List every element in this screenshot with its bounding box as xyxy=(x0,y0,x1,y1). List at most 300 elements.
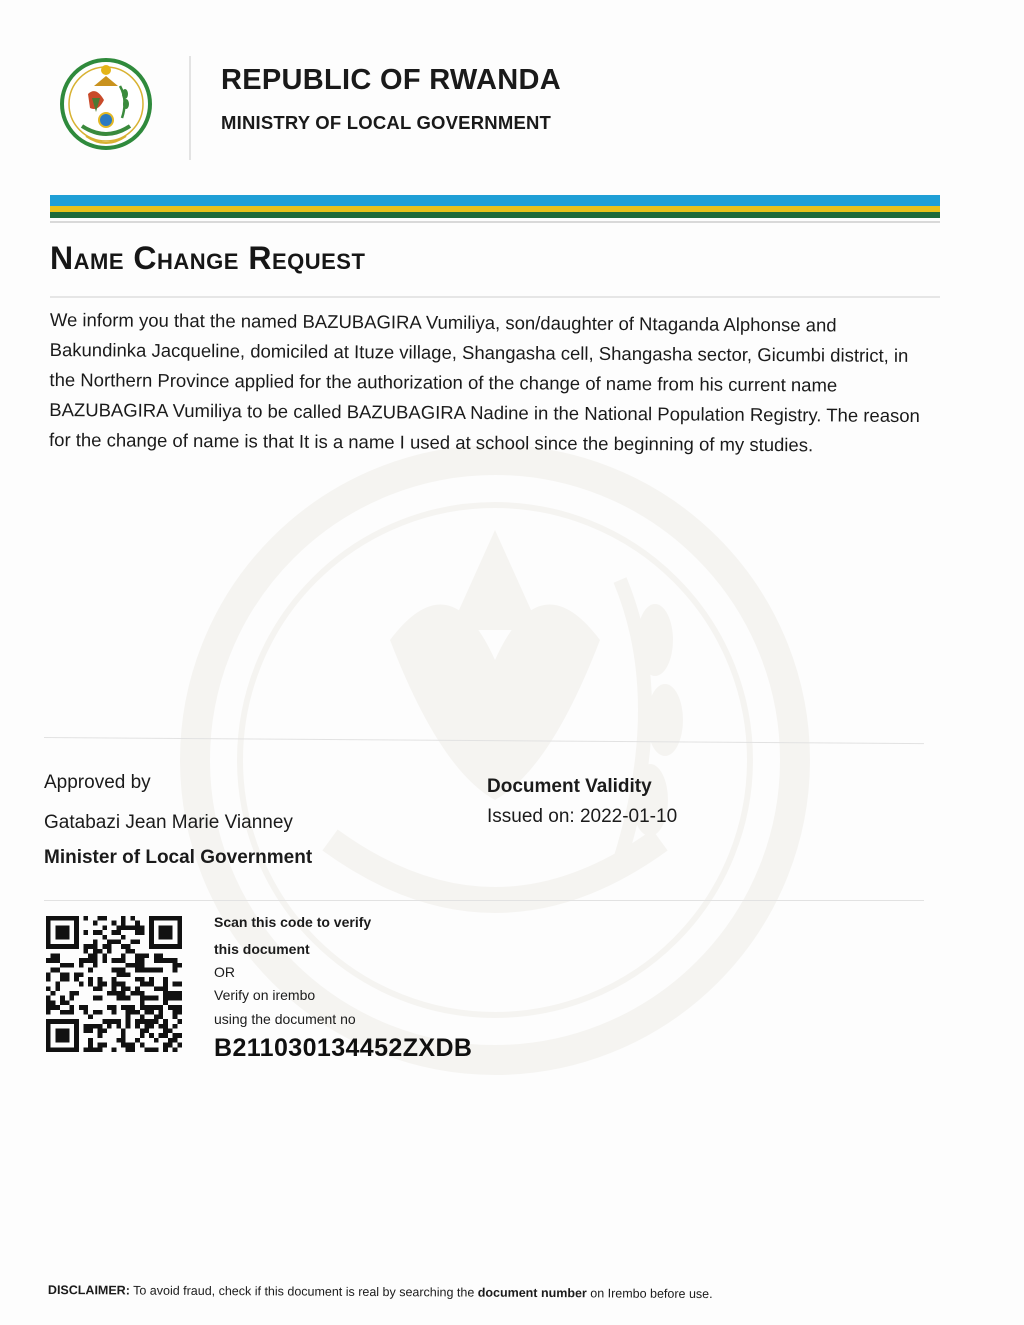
docno-instruction: using the document no xyxy=(214,1011,356,1027)
qr-module xyxy=(140,963,145,968)
qr-module xyxy=(74,1047,79,1052)
qr-module xyxy=(116,972,121,977)
qr-module xyxy=(79,972,84,977)
qr-module xyxy=(46,977,51,982)
qr-module xyxy=(130,939,135,944)
qr-module xyxy=(168,991,173,996)
qr-module xyxy=(144,1010,149,1015)
qr-module xyxy=(177,996,182,1001)
qr-module xyxy=(126,1019,131,1024)
qr-module xyxy=(135,963,140,968)
qr-module xyxy=(51,1000,56,1005)
qr-module xyxy=(159,916,164,921)
qr-module xyxy=(116,1038,121,1043)
header-divider xyxy=(189,56,191,160)
qr-module xyxy=(149,1047,154,1052)
qr-module xyxy=(163,925,168,930)
qr-module xyxy=(140,1033,145,1038)
qr-module xyxy=(88,954,93,959)
validity-heading: Document Validity xyxy=(487,776,652,797)
qr-module xyxy=(55,935,60,940)
qr-module xyxy=(102,944,107,949)
document-body: We inform you that the named BAZUBAGIRA Vumiliya, son/daughter of Ntaganda Alphonse and Bakundinka Jacqueline, domiciled at Ituze village, Shangasha cell, Shangasha sector, Gicumbi district, in the Northern Province applied for the authorization of the change of name from his current name BAZUBAGIRA Vumiliya to be called BAZUBAGIRA Nadine in the National Population Registry. The reason for the change of name is that It is a name I used at school since the beginning of my studies. xyxy=(48,308,920,456)
approved-by-label: Approved by xyxy=(44,772,151,793)
qr-module xyxy=(135,1019,140,1024)
section-divider xyxy=(44,900,924,901)
qr-module xyxy=(69,996,74,1001)
qr-module xyxy=(149,944,154,949)
qr-module xyxy=(177,1005,182,1010)
flag-stripe-blue xyxy=(50,195,940,206)
qr-module xyxy=(168,944,173,949)
qr-module xyxy=(46,972,51,977)
qr-module xyxy=(126,963,131,968)
qr-module xyxy=(130,963,135,968)
qr-module xyxy=(154,954,159,959)
qr-module xyxy=(177,930,182,935)
qr-module xyxy=(102,916,107,921)
qr-module xyxy=(121,972,126,977)
qr-module xyxy=(154,1038,159,1043)
qr-module xyxy=(144,1005,149,1010)
qr-module xyxy=(159,1010,164,1015)
qr-module xyxy=(130,916,135,921)
qr-module xyxy=(60,977,65,982)
disclaimer-text-after: on Irembo before use. xyxy=(586,1286,713,1302)
qr-module xyxy=(121,954,126,959)
qr-module xyxy=(55,954,60,959)
qr-module xyxy=(112,1010,117,1015)
qr-module xyxy=(116,991,121,996)
qr-module xyxy=(69,1019,74,1024)
qr-module xyxy=(88,1024,93,1029)
qr-module xyxy=(84,930,89,935)
qr-module xyxy=(60,1029,65,1034)
qr-module xyxy=(60,925,65,930)
qr-module xyxy=(173,1010,178,1015)
qr-module xyxy=(84,916,89,921)
qr-module xyxy=(60,1033,65,1038)
qr-module xyxy=(51,1005,56,1010)
qr-module xyxy=(107,1019,112,1024)
qr-module xyxy=(149,968,154,973)
qr-module xyxy=(84,1024,89,1029)
qr-module xyxy=(140,1043,145,1048)
qr-module xyxy=(98,1029,103,1034)
qr-module xyxy=(46,1010,51,1015)
qr-module xyxy=(55,968,60,973)
qr-module xyxy=(98,1010,103,1015)
qr-module xyxy=(173,916,178,921)
qr-module xyxy=(144,954,149,959)
qr-module xyxy=(163,1000,168,1005)
qr-module xyxy=(126,996,131,1001)
qr-module xyxy=(159,944,164,949)
qr-module xyxy=(102,935,107,940)
qr-module xyxy=(163,982,168,987)
qr-module xyxy=(177,916,182,921)
qr-module xyxy=(107,991,112,996)
qr-module xyxy=(116,930,121,935)
qr-module xyxy=(46,1043,51,1048)
qr-module xyxy=(112,986,117,991)
qr-module xyxy=(93,996,98,1001)
qr-module xyxy=(88,1029,93,1034)
qr-module xyxy=(140,954,145,959)
qr-module xyxy=(107,944,112,949)
qr-module xyxy=(135,954,140,959)
qr-module xyxy=(93,1047,98,1052)
qr-code-icon[interactable] xyxy=(46,916,182,1052)
qr-module xyxy=(173,991,178,996)
qr-module xyxy=(149,1005,154,1010)
qr-module xyxy=(74,925,79,930)
qr-module xyxy=(177,1033,182,1038)
qr-module xyxy=(116,958,121,963)
qr-module xyxy=(144,996,149,1001)
qr-module xyxy=(93,944,98,949)
qr-module xyxy=(51,958,56,963)
qr-module xyxy=(65,1029,70,1034)
qr-module xyxy=(163,977,168,982)
qr-module xyxy=(51,944,56,949)
qr-module xyxy=(51,1047,56,1052)
qr-module xyxy=(154,1014,159,1019)
qr-module xyxy=(88,1043,93,1048)
qr-module xyxy=(126,949,131,954)
qr-module xyxy=(69,963,74,968)
qr-module xyxy=(46,944,51,949)
qr-module xyxy=(98,916,103,921)
qr-module xyxy=(144,1024,149,1029)
qr-module xyxy=(159,925,164,930)
qr-module xyxy=(65,972,70,977)
qr-module xyxy=(84,1029,89,1034)
qr-module xyxy=(149,1033,154,1038)
qr-module xyxy=(168,1005,173,1010)
qr-module xyxy=(149,977,154,982)
qr-module xyxy=(74,921,79,926)
qr-module xyxy=(112,1005,117,1010)
qr-module xyxy=(69,1010,74,1015)
qr-module xyxy=(121,925,126,930)
qr-module xyxy=(135,977,140,982)
qr-module xyxy=(168,935,173,940)
qr-module xyxy=(140,982,145,987)
watermark-seal-icon xyxy=(150,440,840,1080)
qr-module xyxy=(140,977,145,982)
qr-module xyxy=(140,996,145,1001)
qr-module xyxy=(74,930,79,935)
qr-module xyxy=(112,958,117,963)
qr-module xyxy=(159,958,164,963)
qr-module xyxy=(102,925,107,930)
qr-module xyxy=(93,949,98,954)
qr-module xyxy=(102,958,107,963)
qr-module xyxy=(84,949,89,954)
qr-module xyxy=(88,944,93,949)
qr-module xyxy=(55,916,60,921)
qr-module xyxy=(98,982,103,987)
qr-module xyxy=(149,1019,154,1024)
qr-module xyxy=(98,1024,103,1029)
flag-stripe-rule xyxy=(50,221,940,223)
qr-module xyxy=(173,996,178,1001)
qr-module xyxy=(144,982,149,987)
qr-module xyxy=(149,916,154,921)
qr-module xyxy=(51,954,56,959)
qr-module xyxy=(74,1024,79,1029)
qr-module xyxy=(177,944,182,949)
irembo-instruction: Verify on irembo xyxy=(214,987,316,1003)
qr-module xyxy=(121,921,126,926)
header-title: REPUBLIC OF RWANDA xyxy=(221,64,561,96)
qr-module xyxy=(126,1010,131,1015)
qr-module xyxy=(79,958,84,963)
qr-module xyxy=(149,982,154,987)
qr-module xyxy=(173,1014,178,1019)
qr-module xyxy=(46,921,51,926)
qr-module xyxy=(93,958,98,963)
qr-module xyxy=(51,916,56,921)
qr-module xyxy=(163,944,168,949)
qr-module xyxy=(55,1005,60,1010)
qr-module xyxy=(112,1047,117,1052)
qr-module xyxy=(79,963,84,968)
qr-module xyxy=(74,1029,79,1034)
qr-module xyxy=(154,986,159,991)
qr-module xyxy=(154,1047,159,1052)
qr-module xyxy=(168,1038,173,1043)
qr-module xyxy=(74,916,79,921)
qr-module xyxy=(149,935,154,940)
qr-module xyxy=(154,958,159,963)
qr-module xyxy=(93,963,98,968)
qr-module xyxy=(140,1005,145,1010)
qr-module xyxy=(51,1019,56,1024)
qr-module xyxy=(65,935,70,940)
qr-module xyxy=(65,1019,70,1024)
qr-module xyxy=(46,1000,51,1005)
qr-module xyxy=(159,954,164,959)
qr-module xyxy=(140,1000,145,1005)
qr-module xyxy=(163,1047,168,1052)
qr-module xyxy=(55,925,60,930)
qr-module xyxy=(51,991,56,996)
qr-module xyxy=(121,991,126,996)
qr-module xyxy=(121,935,126,940)
qr-module xyxy=(140,1019,145,1024)
qr-module xyxy=(140,958,145,963)
qr-module xyxy=(126,1047,131,1052)
qr-module xyxy=(93,986,98,991)
qr-module xyxy=(121,968,126,973)
qr-module xyxy=(163,986,168,991)
qr-module xyxy=(135,1010,140,1015)
qr-module xyxy=(84,1005,89,1010)
qr-module xyxy=(55,1029,60,1034)
qr-module xyxy=(84,944,89,949)
qr-module xyxy=(144,1047,149,1052)
qr-module xyxy=(154,916,159,921)
qr-module xyxy=(173,944,178,949)
qr-module xyxy=(121,1043,126,1048)
qr-module xyxy=(154,968,159,973)
title-rule xyxy=(50,296,940,298)
qr-module xyxy=(163,991,168,996)
qr-module xyxy=(55,1038,60,1043)
qr-module xyxy=(112,921,117,926)
qr-module xyxy=(102,954,107,959)
qr-module xyxy=(173,958,178,963)
qr-module xyxy=(168,1029,173,1034)
qr-module xyxy=(46,939,51,944)
qr-module xyxy=(116,982,121,987)
qr-module xyxy=(46,935,51,940)
qr-module xyxy=(135,930,140,935)
qr-module xyxy=(130,1010,135,1015)
qr-module xyxy=(46,1029,51,1034)
qr-module xyxy=(126,1005,131,1010)
qr-module xyxy=(74,1033,79,1038)
qr-module xyxy=(102,982,107,987)
qr-module xyxy=(65,1010,70,1015)
qr-module xyxy=(98,930,103,935)
qr-module xyxy=(130,1005,135,1010)
qr-module xyxy=(88,1038,93,1043)
qr-module xyxy=(173,982,178,987)
qr-module xyxy=(121,996,126,1001)
qr-module xyxy=(60,935,65,940)
qr-module xyxy=(177,921,182,926)
qr-module xyxy=(140,991,145,996)
qr-module xyxy=(154,996,159,1001)
qr-module xyxy=(159,968,164,973)
qr-module xyxy=(135,939,140,944)
qr-module xyxy=(65,930,70,935)
flag-stripes xyxy=(50,195,940,223)
qr-module xyxy=(60,930,65,935)
qr-module xyxy=(159,1024,164,1029)
rwanda-coat-of-arms-icon xyxy=(58,56,154,156)
qr-module xyxy=(69,916,74,921)
qr-module xyxy=(159,935,164,940)
qr-module xyxy=(65,1033,70,1038)
qr-module xyxy=(93,921,98,926)
qr-module xyxy=(168,996,173,1001)
qr-module xyxy=(69,1005,74,1010)
qr-module xyxy=(168,958,173,963)
qr-module xyxy=(144,1019,149,1024)
qr-module xyxy=(159,930,164,935)
qr-module xyxy=(149,921,154,926)
qr-module xyxy=(46,986,51,991)
header-subtitle: MINISTRY OF LOCAL GOVERNMENT xyxy=(221,112,552,133)
qr-module xyxy=(140,968,145,973)
qr-module xyxy=(149,1024,154,1029)
qr-module xyxy=(46,916,51,921)
qr-module xyxy=(116,996,121,1001)
qr-module xyxy=(135,958,140,963)
approver-title: Minister of Local Government xyxy=(44,847,313,868)
qr-module xyxy=(65,944,70,949)
qr-module xyxy=(121,1038,126,1043)
qr-module xyxy=(163,1029,168,1034)
qr-module xyxy=(135,968,140,973)
qr-module xyxy=(112,930,117,935)
qr-module xyxy=(140,1014,145,1019)
qr-module xyxy=(121,1033,126,1038)
qr-module xyxy=(74,972,79,977)
qr-module xyxy=(121,1029,126,1034)
scan-instruction: Scan this code to verify xyxy=(214,914,372,930)
qr-module xyxy=(98,949,103,954)
qr-module xyxy=(177,982,182,987)
qr-module xyxy=(107,1024,112,1029)
qr-module xyxy=(65,963,70,968)
disclaimer-text-before: To avoid fraud, check if this document is real by searching the xyxy=(129,1283,478,1300)
qr-module xyxy=(159,1005,164,1010)
qr-module xyxy=(168,1043,173,1048)
qr-module xyxy=(102,1029,107,1034)
qr-module xyxy=(79,982,84,987)
qr-module xyxy=(93,1010,98,1015)
qr-module xyxy=(84,958,89,963)
qr-module xyxy=(144,968,149,973)
qr-module xyxy=(98,1033,103,1038)
qr-module xyxy=(65,925,70,930)
qr-module xyxy=(130,925,135,930)
qr-module xyxy=(135,921,140,926)
qr-module xyxy=(65,916,70,921)
qr-module xyxy=(55,1033,60,1038)
qr-module xyxy=(93,939,98,944)
qr-module xyxy=(60,972,65,977)
qr-module xyxy=(149,939,154,944)
qr-module xyxy=(46,958,51,963)
qr-module xyxy=(55,982,60,987)
qr-module xyxy=(88,958,93,963)
qr-module xyxy=(121,1005,126,1010)
qr-module xyxy=(46,930,51,935)
qr-module xyxy=(46,1024,51,1029)
qr-module xyxy=(154,944,159,949)
qr-module xyxy=(163,996,168,1001)
qr-module xyxy=(163,1024,168,1029)
qr-module xyxy=(65,1038,70,1043)
qr-module xyxy=(74,944,79,949)
qr-module xyxy=(55,958,60,963)
qr-module xyxy=(74,939,79,944)
qr-module xyxy=(126,986,131,991)
qr-module xyxy=(46,1047,51,1052)
qr-module xyxy=(135,1038,140,1043)
disclaimer-label: DISCLAIMER: xyxy=(47,1283,130,1298)
qr-module xyxy=(107,949,112,954)
qr-module xyxy=(88,1014,93,1019)
document-number: B211030134452ZXDB xyxy=(214,1034,473,1062)
qr-module xyxy=(74,1019,79,1024)
qr-module xyxy=(163,1033,168,1038)
qr-module xyxy=(46,925,51,930)
qr-module xyxy=(93,1024,98,1029)
qr-module xyxy=(168,916,173,921)
scan-instruction-cont: this document xyxy=(214,941,310,957)
qr-module xyxy=(173,1047,178,1052)
qr-module xyxy=(69,991,74,996)
qr-module xyxy=(177,1043,182,1048)
qr-module xyxy=(121,982,126,987)
